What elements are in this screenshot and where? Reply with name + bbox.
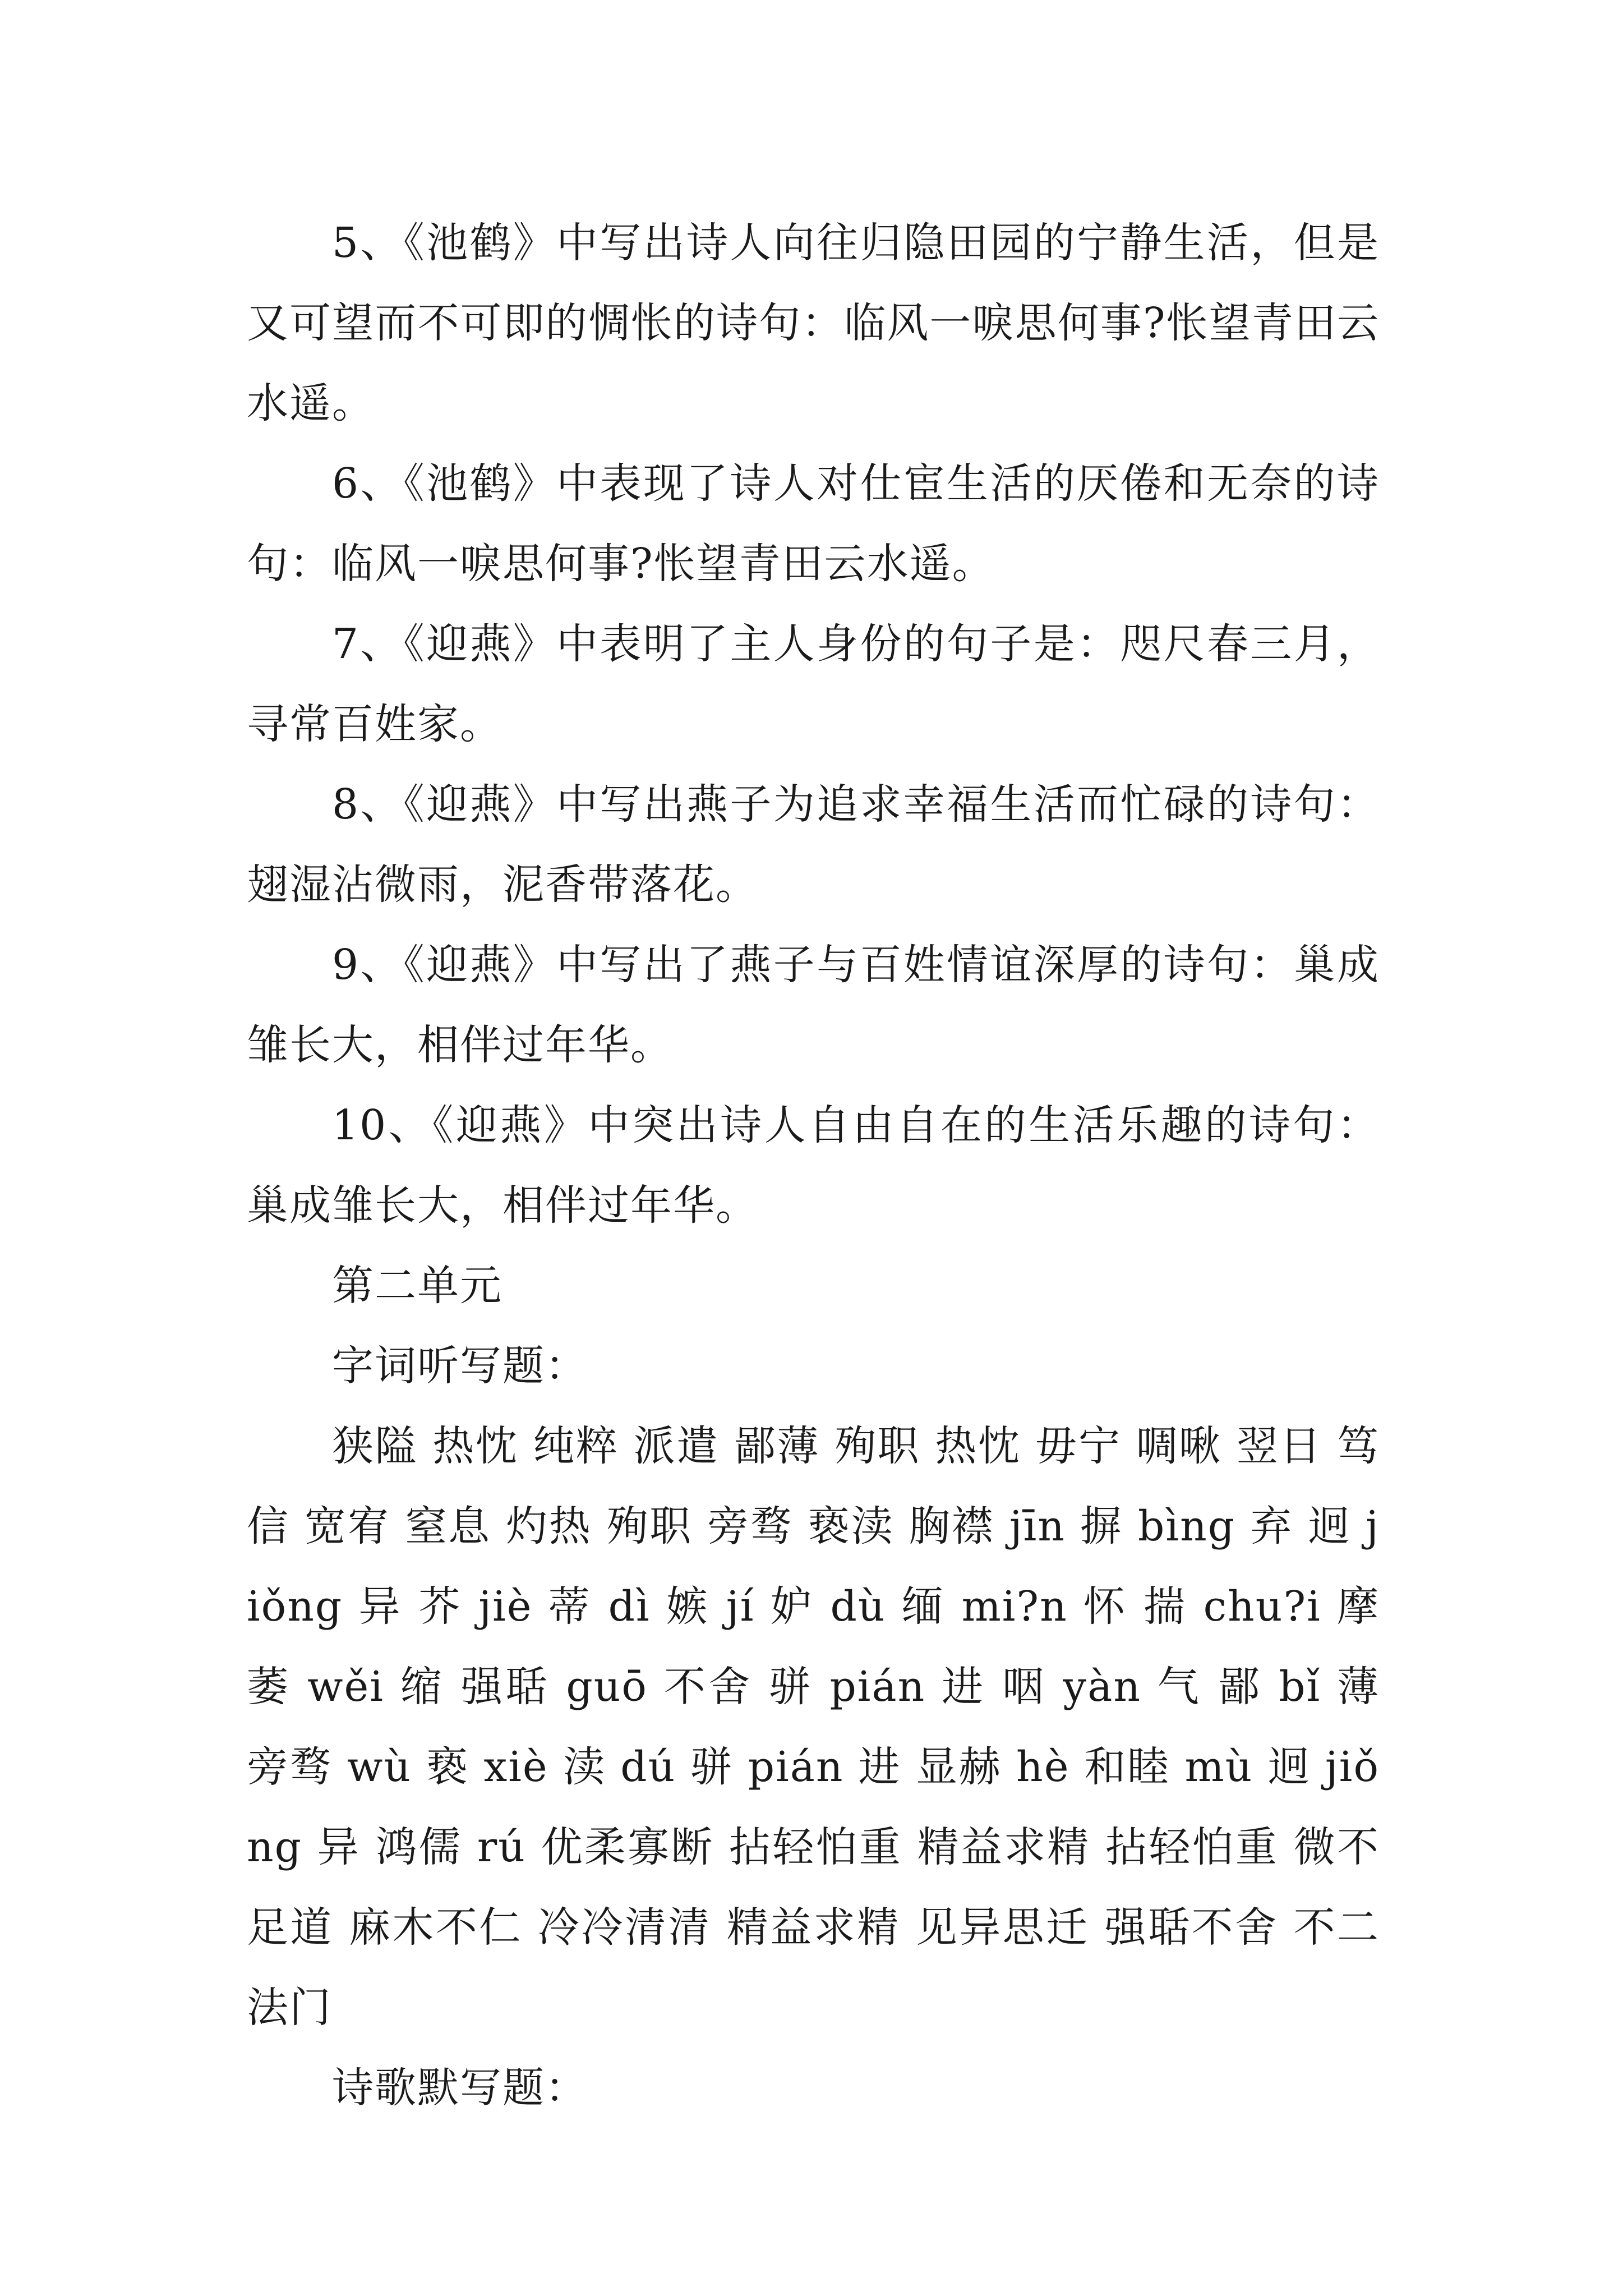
vocabulary-list: 狭隘 热忱 纯粹 派遣 鄙薄 殉职 热忱 毋宁 啁啾 翌日 笃信 宽宥 窒息 灼热 殉职 旁骛 亵渎 胸襟 jīn 摒 bìng 弃 迥 jiǒng 异 芥 jiè 蒂 dì 嫉 jí 妒 dù 缅 mi?n 怀 揣 chu?i 摩 萎 wěi 缩 强聒 guō 不舍 骈 pián 进 咽 yàn 气 鄙 bǐ 薄 旁骛 wù 亵 xiè 渎 dú 骈 pián 进 显赫 hè 和睦 mù 迥 jiǒng 异 鸿儒 rú 优柔寡断 拈轻怕重 精益求精 拈轻怕重 微不足道 麻木不仁 冷冷清清 精益求精 见异思迁 强聒不舍 不二法门 — [247, 1422, 1380, 2032]
paragraph-item-5: 5、《池鹤》中写出诗人向往归隐田园的宁静生活，但是又可望而不可即的惆怅的诗句：临风一唳思何事?怅望青田云水遥。 — [247, 219, 1380, 427]
paragraph-item-10: 10、《迎燕》中突出诗人自由自在的生活乐趣的诗句：巢成雏长大，相伴过年华。 — [247, 1101, 1380, 1230]
document-body — [247, 203, 1380, 2128]
vocabulary-heading: 字词听写题： — [332, 1342, 588, 1390]
section-heading: 第二单元 — [332, 1262, 502, 1310]
paragraph-item-8: 8、《迎燕》中写出燕子为追求幸福生活而忙碌的诗句：翅湿沾微雨，泥香带落花。 — [247, 780, 1380, 909]
poetry-heading: 诗歌默写题： — [332, 2064, 588, 2112]
paragraph-item-6: 6、《池鹤》中表现了诗人对仕宦生活的厌倦和无奈的诗句：临风一唳思何事?怅望青田云水遥。 — [247, 459, 1380, 588]
paragraph-item-7: 7、《迎燕》中表明了主人身份的句子是：咫尺春三月，寻常百姓家。 — [247, 620, 1380, 748]
paragraph-item-9: 9、《迎燕》中写出了燕子与百姓情谊深厚的诗句：巢成雏长大，相伴过年华。 — [247, 941, 1380, 1069]
